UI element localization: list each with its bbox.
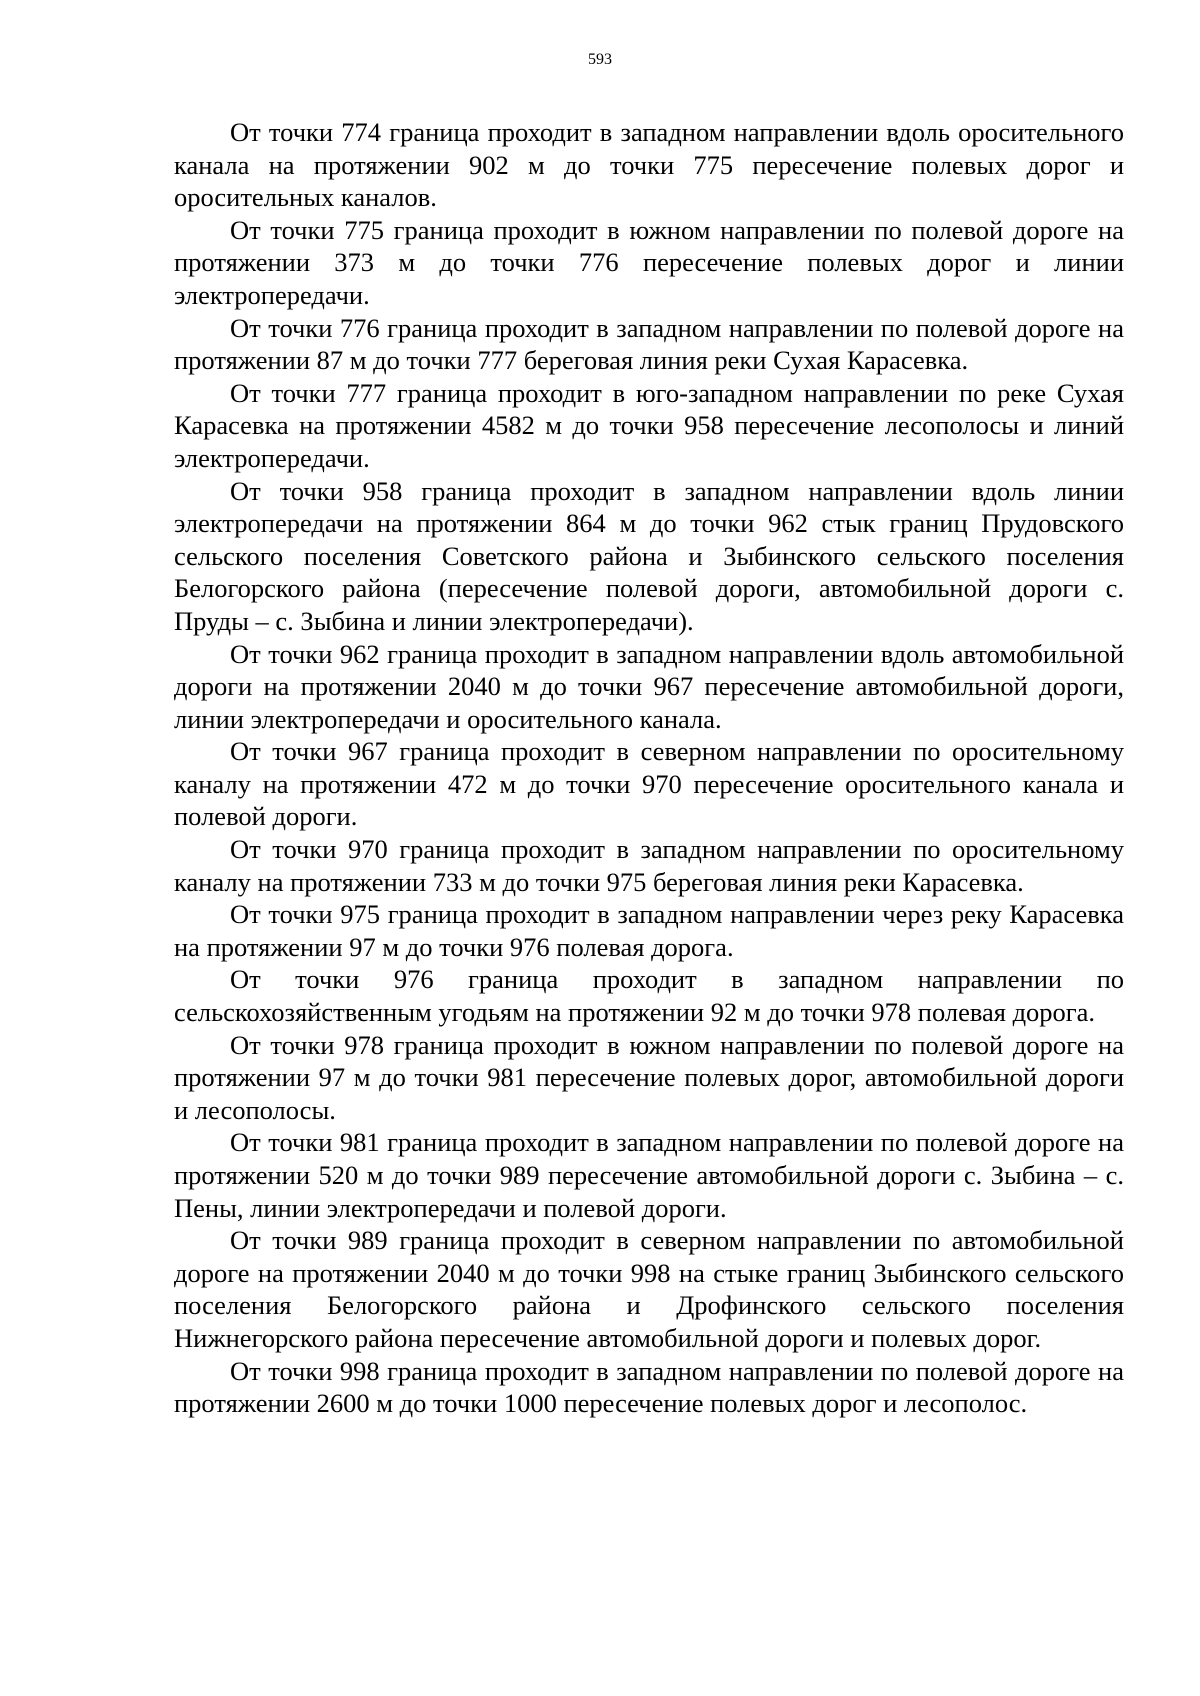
- paragraph-2: От точки 775 граница проходит в южном направлении по полевой дороге на протяжении 373 м до точки 776 пересечение полевых дорог и линии электропередачи.: [174, 214, 1124, 310]
- paragraph-3: От точки 776 граница проходит в западном направлении по полевой дороге на протяжении 87 м до точки 777 береговая линия реки Сухая Карасевка.: [174, 312, 1124, 376]
- document-body: [174, 116, 1124, 1420]
- paragraph-9: От точки 975 граница проходит в западном направлении через реку Карасевка на протяжении 97 м до точки 976 полевая дорога.: [174, 899, 1124, 962]
- paragraph-8: От точки 970 граница проходит в западном направлении по оросительному каналу на протяжении 733 м до точки 975 береговая линия реки Карасевка.: [174, 834, 1124, 897]
- paragraph-10: От точки 976 граница проходит в западном направлении по сельскохозяйственным угодьям на протяжении 92 м до точки 978 полевая дорога.: [174, 964, 1124, 1028]
- paragraph-6: От точки 962 граница проходит в западном направлении вдоль автомобильной дороги на протяжении 2040 м до точки 967 пересечение автомобильной дороги, линии электропередачи и оросительного канала.: [174, 638, 1124, 734]
- paragraph-14: От точки 998 граница проходит в западном направлении по полевой дороге на протяжении 2600 м до точки 1000 пересечение полевых дорог и лесополос.: [174, 1355, 1124, 1419]
- paragraph-7: От точки 967 граница проходит в северном направлении по оросительному каналу на протяжении 472 м до точки 970 пересечение оросительного канала и полевой дороги.: [174, 736, 1124, 832]
- paragraph-11: От точки 978 граница проходит в южном направлении по полевой дороге на протяжении 97 м до точки 981 пересечение полевых дорог, автомобильной дороги и лесополосы.: [174, 1029, 1124, 1125]
- paragraph-1: От точки 774 граница проходит в западном направлении вдоль оросительного канала на протяжении 902 м до точки 775 пересечение полевых дорог и оросительных каналов.: [174, 117, 1124, 213]
- paragraph-4: От точки 777 граница проходит в юго-западном направлении по реке Сухая Карасевка на протяжении 4582 м до точки 958 пересечение лесополосы и линий электропередачи.: [174, 377, 1124, 473]
- page-number: 593: [588, 51, 612, 68]
- paragraph-12: От точки 981 граница проходит в западном направлении по полевой дороге на протяжении 520 м до точки 989 пересечение автомобильной дороги с. Зыбина – с. Пены, линии электропередачи и полевой дороги.: [174, 1127, 1124, 1223]
- paragraph-13: От точки 989 граница проходит в северном направлении по автомобильной дороге на протяжении 2040 м до точки 998 на стыке границ Зыбинского сельского поселения Белогорского района и Дрофинского сельского поселения Нижнегорского района пересечение автомобильной дороги и полевых дорог.: [174, 1225, 1124, 1353]
- paragraph-5: От точки 958 граница проходит в западном направлении вдоль линии электропередачи на протяжении 864 м до точки 962 стык границ Прудовского сельского поселения Советского района и Зыбинского сельского поселения Белогорского района (пересечение полевой дороги, автомобильной дороги с. Пруды – с. Зыбина и линии электропередачи).: [174, 475, 1124, 636]
